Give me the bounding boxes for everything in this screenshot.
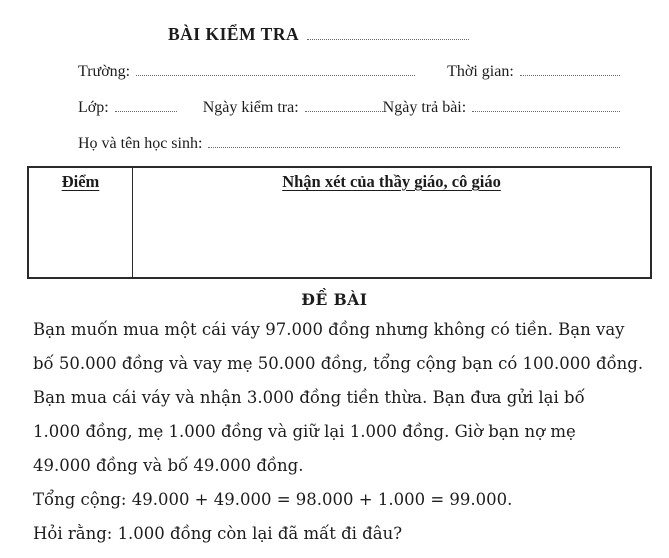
school-label: Trường:: [78, 63, 131, 80]
student-name-label: Họ và tên học sinh:: [78, 135, 203, 152]
problem-line: Hỏi rằng: 1.000 đồng còn lại đã mất đi đâu?: [33, 524, 403, 543]
student-name-row: [78, 133, 620, 153]
page-title: BÀI KIỂM TRA: [168, 24, 300, 44]
time-label: Thời gian:: [447, 63, 514, 80]
test-date-fill-line: [305, 97, 383, 112]
class-dates-row: [78, 97, 620, 117]
comments-column-header: Nhận xét của thầy giáo, cô giáo: [282, 172, 501, 191]
class-label: Lớp:: [78, 99, 109, 116]
comments-column: [133, 168, 650, 277]
score-column-header: Điểm: [61, 172, 100, 191]
time-fill-line: [520, 61, 620, 76]
school-time-row: [78, 61, 620, 81]
class-fill-line: [115, 97, 177, 112]
problem-text: [33, 313, 649, 551]
student-name-fill-line: [208, 133, 620, 148]
problem-line: Bạn mua cái váy và nhận 3.000 đồng tiền thừa. Bạn đưa gửi lại bố: [33, 388, 585, 407]
section-heading: ĐỀ BÀI: [301, 290, 368, 309]
return-date-label: Ngày trả bài:: [382, 99, 467, 116]
problem-line: Tổng cộng: 49.000 + 49.000 = 98.000 + 1.000 = 99.000.: [33, 490, 513, 509]
problem-line: 1.000 đồng, mẹ 1.000 đồng và giữ lại 1.000 đồng. Giờ bạn nợ mẹ: [33, 422, 576, 441]
test-date-label: Ngày kiểm tra:: [202, 99, 299, 116]
score-comments-table: [27, 166, 652, 279]
problem-line: bố 50.000 đồng và vay mẹ 50.000 đồng, tổng cộng bạn có 100.000 đồng.: [33, 354, 644, 373]
problem-line: Bạn muốn mua một cái váy 97.000 đồng nhưng không có tiền. Bạn vay: [33, 320, 625, 339]
title-fill-line: [307, 25, 469, 40]
score-column: [29, 168, 133, 277]
return-date-fill-line: [472, 97, 620, 112]
title-row: [168, 24, 621, 45]
problem-line: 49.000 đồng và bố 49.000 đồng.: [33, 456, 304, 475]
school-fill-line: [136, 61, 415, 76]
